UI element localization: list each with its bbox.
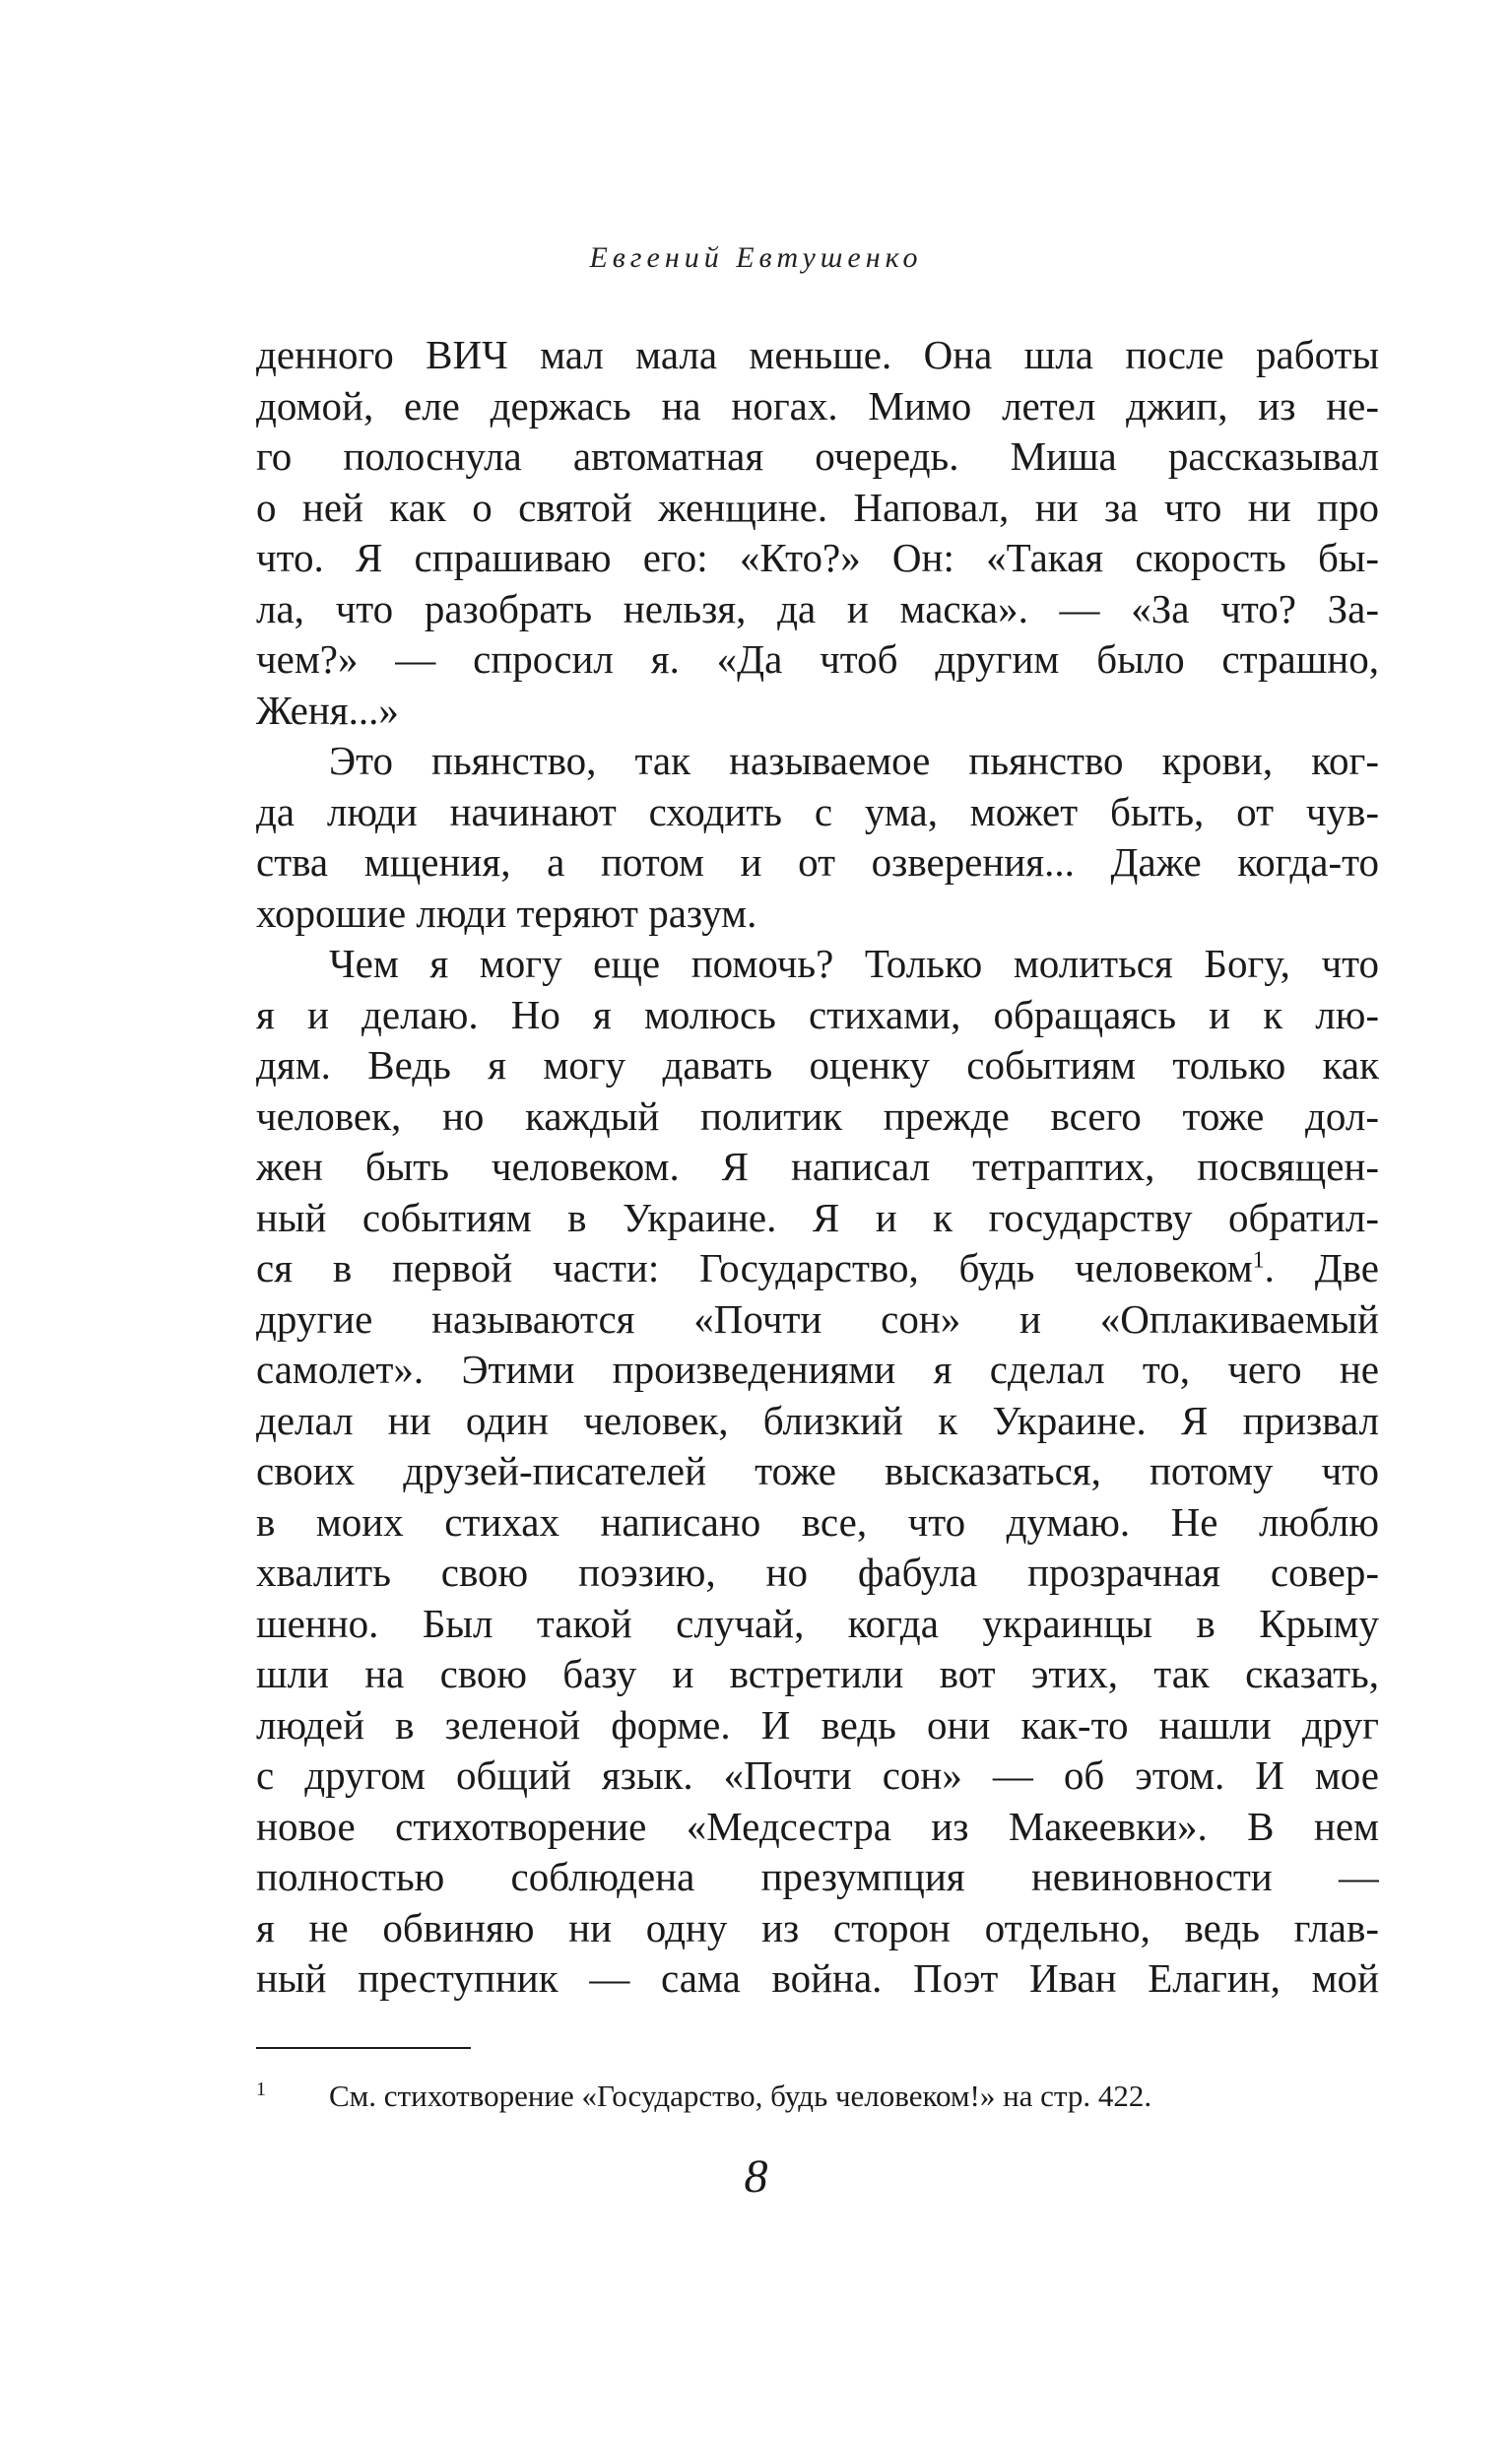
text-line: чем?» — спросил я. «Да чтоб другим было страшно,	[256, 636, 1379, 682]
text-line: с другом общий язык. «Почти сон» — об этом. И мое	[256, 1752, 1379, 1798]
text-line: своих друзей-писателей тоже высказаться, потому что	[256, 1448, 1379, 1493]
text-line-with-footnote	[256, 1243, 1379, 1294]
text-line: жен быть человеком. Я написал тетраптих, посвящен-	[256, 1144, 1379, 1189]
text-fragment: . Две	[1264, 1245, 1379, 1290]
text-line: Женя...»	[256, 687, 399, 733]
text-line: делал ни один человек, близкий к Украине. Я призвал	[256, 1397, 1379, 1443]
text-line: я и делаю. Но я молюсь стихами, обращаясь и к лю-	[256, 991, 1379, 1037]
text-fragment: ся в первой части: Государство, будь человеком	[256, 1245, 1253, 1290]
text-line: полностью соблюдена презумпция невиновности —	[256, 1854, 1379, 1899]
running-head: Евгений Евтушенко	[589, 241, 923, 274]
text-line: го полоснула автоматная очередь. Миша рассказывал	[256, 433, 1379, 479]
text-line: шли на свою базу и встретили вот этих, так сказать,	[256, 1651, 1379, 1696]
footnote-reference[interactable]: 1	[1252, 1247, 1265, 1274]
footnote-divider	[256, 2047, 471, 2049]
text-line: шенно. Был такой случай, когда украинцы в Крыму	[256, 1600, 1379, 1646]
text-line: хорошие люди теряют разум.	[256, 890, 757, 936]
text-line: ный событиям в Украине. Я и к государству обратил-	[256, 1194, 1379, 1240]
text-line: в моих стихах написано все, что думаю. Не люблю	[256, 1498, 1379, 1545]
text-line: людей в зеленой форме. И ведь они как-то нашли друг	[256, 1701, 1379, 1748]
text-line: хвалить свою поэзию, но фабула прозрачная совер-	[256, 1550, 1379, 1595]
footnote: 1 См. стихотворение «Государство, будь человеком!» на стр. 422.	[256, 2078, 1152, 2113]
text-line: самолет». Этими произведениями я сделал то, чего не	[256, 1347, 1379, 1392]
text-line: новое стихотворение «Медсестра из Макеевки». В нем	[256, 1803, 1379, 1849]
text-line: ный преступник — сама война. Поэт Иван Елагин, мой	[256, 1955, 1379, 2001]
text-line: ства мщения, а потом и от озверения... Даже когда-то	[256, 839, 1379, 885]
text-line: Это пьянство, так называемое пьянство крови, ког-	[329, 738, 1379, 783]
text-line: о ней как о святой женщине. Наповал, ни за что ни про	[256, 484, 1379, 530]
text-line: другие называются «Почти сон» и «Оплакиваемый	[256, 1295, 1379, 1342]
text-line: денного ВИЧ мал мала меньше. Она шла после работы	[256, 332, 1379, 377]
text-line: человек, но каждый политик прежде всего тоже дол-	[256, 1092, 1379, 1139]
text-line: дям. Ведь я могу давать оценку событиям только как	[256, 1042, 1379, 1088]
text-line: Чем я могу еще помочь? Только молиться Богу, что	[329, 941, 1379, 986]
text-line: домой, еле держась на ногах. Мимо летел джип, из не-	[256, 382, 1379, 429]
page-number: 8	[744, 2150, 768, 2203]
text-line: что. Я спрашиваю его: «Кто?» Он: «Такая скорость бы-	[256, 535, 1379, 580]
footnote-text: См. стихотворение «Государство, будь человеком!» на стр. 422.	[329, 2079, 1152, 2113]
body-text	[256, 330, 1379, 2005]
text-line: я не обвиняю ни одну из сторон отдельно, ведь глав-	[256, 1904, 1379, 1950]
text-line: да люди начинают сходить с ума, может быть, от чув-	[256, 788, 1379, 834]
text-line: ла, что разобрать нельзя, да и маска». — «За что? За-	[256, 585, 1379, 631]
